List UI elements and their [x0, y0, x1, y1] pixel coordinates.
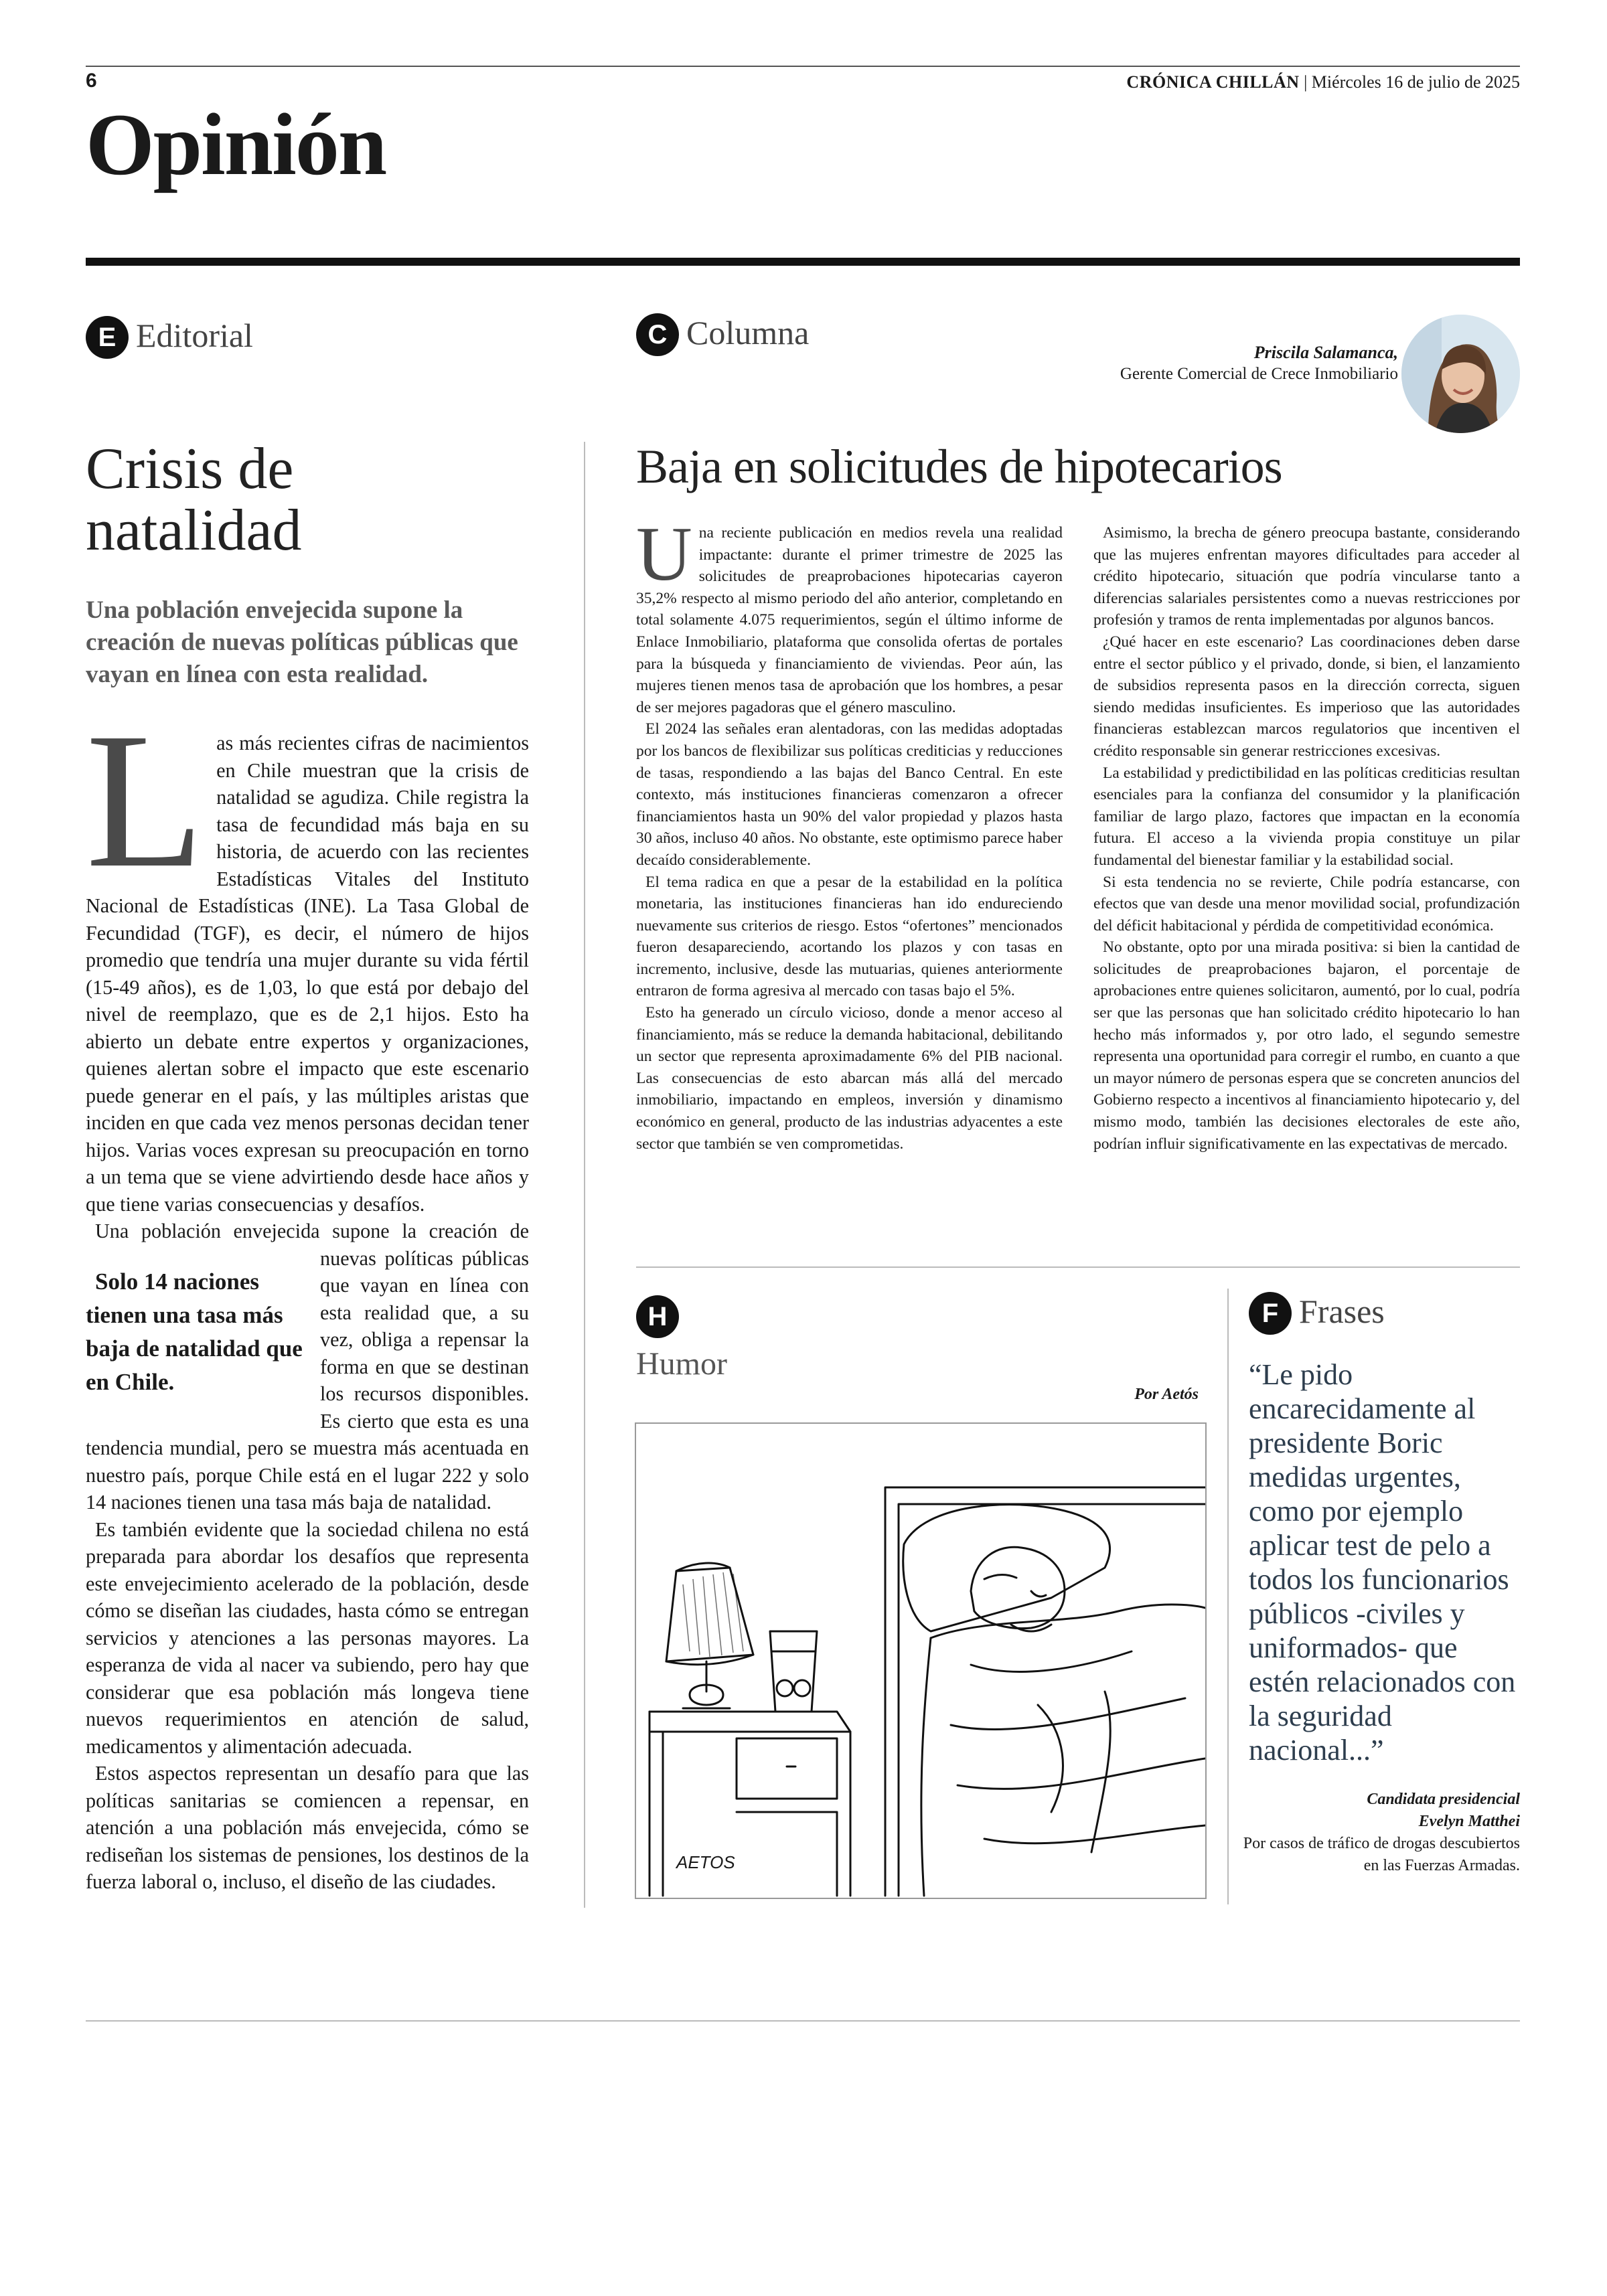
column-paragraph-text: na reciente publicación en medios revela una realidad impactante: durante el primer trimestre de 2025 las solicitudes de preaprobaciones hipotecarias cayeron 35,2% respecto al mismo periodo del año anterior, completando en total solamente 4.075 requerimientos, según el último informe de Enlace Inmobiliario, plataforma que consolida ofertas de portales para la búsqueda y financiamiento de viviendas. Peor aún, las mujeres tienen menos tasa de aprobación que los hombres, a pesar de ser mejores pagadoras que el género masculino.	[636, 524, 1063, 716]
editorial-body	[86, 693, 529, 1896]
paper-name: CRÓNICA CHILLÁN	[1126, 72, 1300, 92]
column-bottom-rule	[636, 1266, 1520, 1268]
humor-badge-icon: H	[636, 1295, 679, 1338]
bedroom-cartoon-icon	[636, 1424, 1205, 1898]
column-paragraph: La estabilidad y predictibilidad en las políticas crediticias resultan esenciales para la confianza del consumidor y la planificación familiar de largo plazo, factores que impactan en la economía futura. El acceso a la vivienda propia constituye un pilar fundamental del bienestar familiar y la estabilidad social.	[1093, 764, 1520, 869]
author-photo-icon	[1401, 315, 1520, 433]
column-title: Baja en solicitudes de hipotecarios	[636, 440, 1282, 493]
section-rule	[86, 258, 1520, 266]
editorial-paragraph: Estos aspectos representan un desafío para que las políticas sanitarias se comiencen a repensar, en atención a una población más envejecida, cómo se rediseñan los sistemas de pensiones, los destinos de la fuerza laboral o, incluso, el diseño de las ciudades.	[86, 1762, 529, 1893]
section-title: Opinión	[86, 95, 386, 193]
author-avatar	[1401, 315, 1520, 433]
humor-cartoon	[635, 1422, 1207, 1899]
column-badge-icon: C	[636, 313, 679, 356]
column-author-name: Priscila Salamanca,	[1253, 343, 1398, 362]
editorial-label: Editorial	[136, 317, 253, 354]
frases-context: Por casos de tráfico de drogas descubiertos en las Fuerzas Armadas.	[1243, 1835, 1520, 1874]
column-divider	[584, 442, 585, 1908]
column-paragraph: Si esta tendencia no se revierte, Chile podría estancarse, con efectos que van desde una menor movilidad social, profundización del déficit habitacional y pérdida de competitividad económica.	[1093, 873, 1520, 934]
top-rule	[86, 66, 1520, 67]
column-paragraph: El tema radica en que a pesar de la estabilidad en la política monetaria, las instituciones financieras han ido endureciendo nuevamente sus criterios de riesgo. Estos “ofertones” mencionados fueron desapareciendo, acortando los plazos y con tasas en incremento, inclusive, desde las mutuarias, quienes anteriormente entraron de forma agresiva al mercado con tasas bajo el 5%.	[636, 873, 1063, 1000]
column-dropcap: U	[636, 511, 692, 597]
editorial-pullquote: Solo 14 naciones tienen una tasa más baja de natalidad que en Chile.	[86, 1268, 303, 1395]
humor-byline: Por Aetós	[1134, 1386, 1199, 1403]
column-body	[636, 511, 1520, 1155]
column-paragraph: No obstante, opto por una mirada positiva: si bien la cantidad de solicitudes de preaprobaciones bajaron, el porcentaje de aprobaciones entre quienes solicitaron, aumentó, por lo cual, podría ser que las personas que han solicitado crédito hipotecario lo han hecho más informados y, por otro lado, el segundo semestre representa una oportunidad para corregir el rumbo, en cuanto a que un mayor número de personas espera que se concreten anuncios del Gobierno respecto a incentivos al financiamiento hipotecario y, del mismo modo, también las decisiones electorales de este año, podrían influir significativamente en las expectativas de mercado.	[1093, 938, 1520, 1153]
editorial-paragraph-text: as más recientes cifras de nacimientos en Chile muestran que la crisis de natalidad se agudiza. Chile registra la tasa de fecundidad más baja en su historia, de acuerdo con las recientes Estadísticas Vitales del Instituto Nacional de Estadísticas (INE). La Tasa Global de Fecundidad (TGF), es decir, el número de hijos promedio que tendría una mujer durante su vida fértil (15-49 años), es de 1,03, lo que está por debajo del nivel de reemplazo, que es de 2,1 hijos. Esto ha abierto un debate entre expertos y organizaciones, quienes alertan sobre el impacto que este escenario puede generar en el país, y las múltiples aristas que inciden en que cada vez menos personas decidan tener hijos. Varias voces expresan su preocupación en torno a un tema que se viene advirtiendo desde hace años y que tiene varias consecuencias y desafíos.	[86, 732, 529, 1216]
cartoon-signature: AETOS	[676, 1852, 735, 1872]
column-label: Columna	[686, 314, 810, 351]
frases-source-role: Candidata presidencial	[1367, 1791, 1520, 1808]
frases-divider	[1227, 1289, 1229, 1904]
column-paragraph: Asimismo, la brecha de género preocupa bastante, considerando que las mujeres enfrentan mayores dificultades para acceder al crédito hipotecario, situación que podría vincularse tanto a diferencias salariales persistentes como a nuevas restricciones por profesión y tramos de renta implementadas por algunos bancos.	[1093, 524, 1520, 629]
column-author-role: Gerente Comercial de Crece Inmobiliario	[1120, 365, 1398, 383]
editorial-paragraph	[86, 1218, 529, 1516]
column-paragraph: El 2024 las señales eran alentadoras, con las medidas adoptadas por los bancos de flexibilizar sus políticas crediticias y reducciones de tasas, respondiendo a las bajas del Banco Central. En este contexto, más instituciones financieras comenzaron a ofrecer financiamientos hasta un 90% del valor propiedad y plazos hasta 30 años, incluso 40 años. No obstante, este optimismo parece haber decaído considerablemente.	[636, 720, 1063, 869]
page-number: 6	[86, 70, 97, 92]
editorial-lead: Una población envejecida supone la creación de nuevas políticas públicas que vayan en línea con esta realidad.	[86, 596, 518, 688]
frases-label: Frases	[1299, 1293, 1385, 1330]
editorial-paragraph: Es también evidente que la sociedad chilena no está preparada para abordar los desafíos que representa este envejecimiento acelerado de la población, desde cómo se diseñan las ciudades, hasta cómo se entregan servicios y atenciones a las personas mayores. La esperanza de vida al nacer va subiendo, pero hay que considerar que esa población más longeva tiene nuevos requerimientos en atención de salud, medicamentos y alimentación adecuada.	[86, 1518, 529, 1758]
editorial-title-line2: natalidad	[86, 498, 302, 563]
column-paragraph: ¿Qué hacer en este escenario? Las coordinaciones deben darse entre el sector público y el privado, donde, si bien, el lanzamiento de subsidios representa pasos en la dirección correcta, siguen siendo medidas insuficientes. Es imperioso que las autoridades financieras establezcan marcos regulatorios que incentiven el crédito responsable sin generar restricciones excesivas.	[1093, 633, 1520, 760]
frases-source	[1239, 1789, 1520, 1877]
editorial-badge-icon: E	[86, 316, 129, 359]
editorial-title	[86, 438, 302, 562]
issue-date: | Miércoles 16 de julio de 2025	[1304, 72, 1520, 92]
editorial-dropcap: L	[86, 693, 205, 908]
editorial-paragraph-text: Una población envejecida supone la creación de	[95, 1220, 529, 1242]
masthead	[1126, 72, 1520, 92]
humor-label: Humor	[636, 1346, 727, 1382]
column-paragraph	[636, 511, 1063, 718]
column-paragraph: Esto ha generado un círculo vicioso, donde a menor acceso al financiamiento, más se reduce la demanda habitacional, debilitando un sector que representa aproximadamente 6% del PIB nacional. Las consecuencias de esto abarcan más allá del mercado inmobiliario, impactando en empleos, inversión y dinamismo económico en general, producto de las industrias adyacentes a este sector que también se ven comprometidas.	[636, 1004, 1063, 1153]
frases-source-name: Evelyn Matthei	[1418, 1813, 1520, 1830]
page-bottom-rule	[86, 2020, 1520, 2022]
frases-quote: “Le pido encarecidamente al presidente Boric medidas urgentes, como por ejemplo aplicar test de pelo a todos los funcionarios públicos -civiles y uniformados- que estén relacionados con la seguridad nacional...”	[1249, 1358, 1516, 1767]
editorial-paragraph	[86, 693, 529, 1218]
frases-badge-icon: F	[1249, 1292, 1292, 1335]
editorial-paragraph-text: nuevas políticas públicas que vayan en línea con esta realidad que, a su vez, obliga a repensar la forma en que se destinan los recursos disponibles. Es cierto que esta es una tendencia mundial, pero se muestra más acentuada en nuestro país, porque Chile está en el lugar 222 y solo 14 naciones tienen una tasa más baja de natalidad.	[86, 1246, 529, 1513]
editorial-title-line1: Crisis de	[86, 436, 294, 501]
